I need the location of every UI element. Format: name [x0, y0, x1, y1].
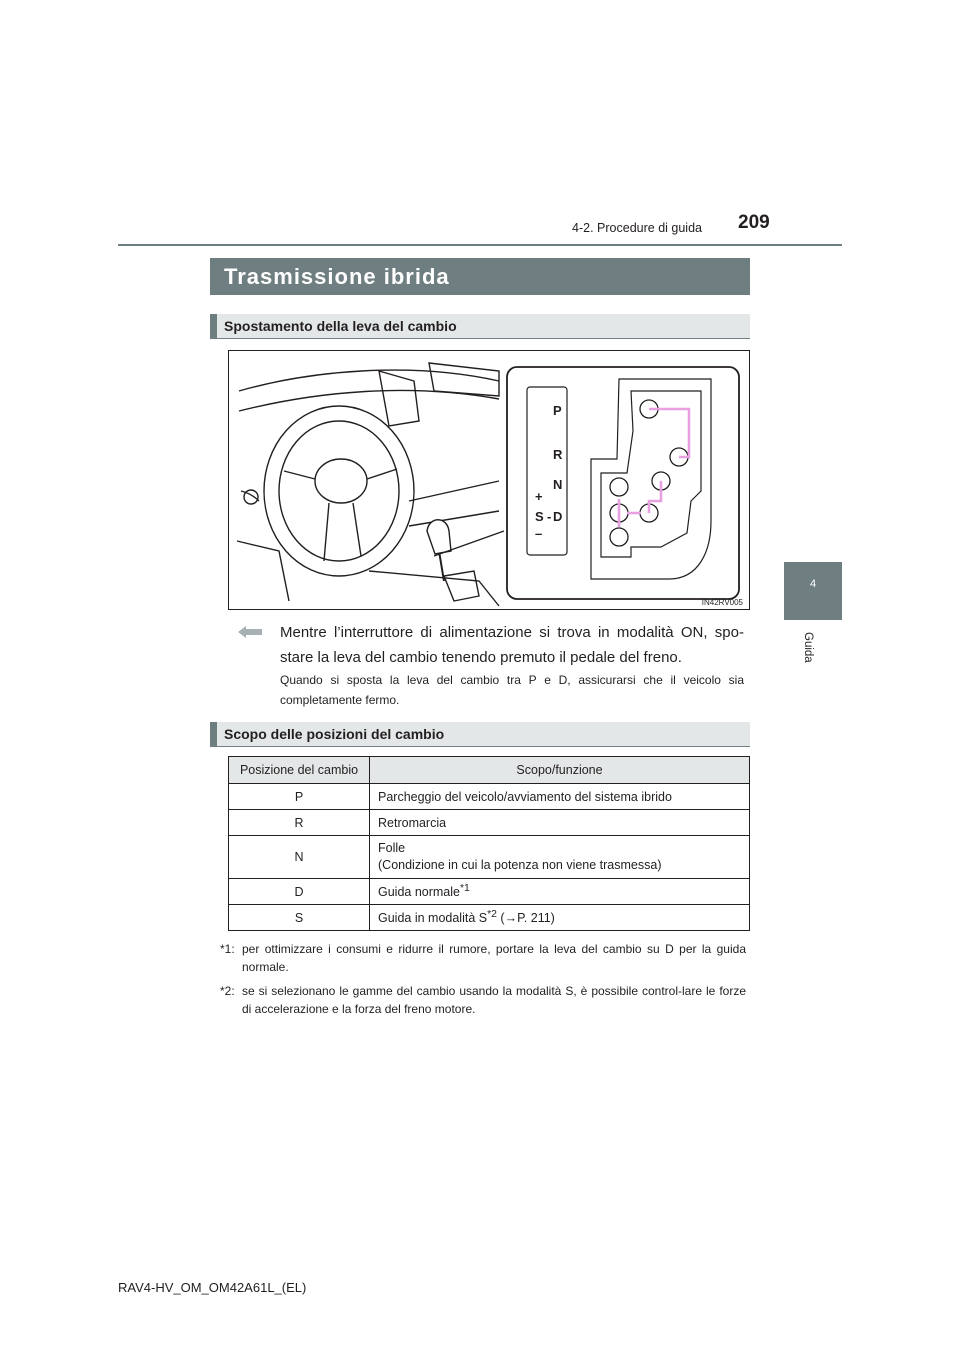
function-text: Parcheggio del veicolo/avviamento del sistema ibrido — [378, 789, 672, 804]
function-cell — [370, 784, 750, 810]
footnote-ref[interactable]: *2 — [487, 909, 497, 921]
function-text-line2: (Condizione in cui la potenza non viene trasmessa) — [378, 858, 662, 872]
gate-label-plus: + — [535, 489, 543, 504]
footnote-text: per ottimizzare i consumi e ridurre il rumore, portare la leva del cambio su D per la guida normale. — [242, 942, 746, 974]
shift-positions-table — [228, 756, 750, 931]
function-cell — [370, 879, 750, 905]
subheading-shift-lever — [210, 314, 750, 339]
position-cell: S — [229, 905, 370, 931]
position-cell: R — [229, 810, 370, 836]
function-cell — [370, 836, 750, 879]
table-row — [229, 905, 750, 931]
document-code: RAV4-HV_OM_OM42A61L_(EL) — [118, 1280, 307, 1295]
section-header: 4-2. Procedure di guida — [572, 221, 702, 235]
gate-inset — [229, 351, 750, 610]
function-text: Guida in modalità S — [378, 911, 488, 926]
gate-label-p: P — [553, 403, 562, 418]
footnote-mark: *2: — [220, 984, 235, 998]
subheading-text: Spostamento della leva del cambio — [224, 318, 457, 334]
shift-lever-illustration — [228, 350, 750, 610]
position-cell: N — [229, 836, 370, 879]
gate-label-n: N — [553, 477, 563, 492]
gate-label-minus: – — [535, 526, 543, 541]
header-rule — [118, 244, 842, 246]
table-row — [229, 836, 750, 879]
page-title: Trasmissione ibrida — [210, 258, 750, 295]
table-header-row — [229, 757, 750, 784]
function-cell — [370, 810, 750, 836]
function-cell — [370, 905, 750, 931]
chapter-tab[interactable]: 4 — [784, 562, 842, 620]
function-text: Guida normale — [378, 885, 460, 900]
function-text: Folle — [378, 841, 406, 855]
gate-label-s: S — [535, 509, 544, 524]
illustration-code: IN42RV005 — [701, 598, 743, 607]
table-row — [229, 784, 750, 810]
subheading-bar — [210, 314, 217, 338]
position-cell: P — [229, 784, 370, 810]
gate-label-r: R — [553, 447, 563, 462]
subheading-bar — [210, 722, 217, 746]
table-header-function: Scopo/funzione — [370, 757, 750, 784]
function-text: Retromarcia — [378, 815, 447, 830]
subheading-shift-positions — [210, 722, 750, 747]
subheading-text: Scopo delle posizioni del cambio — [224, 726, 445, 742]
shift-note: Quando si sposta la leva del cambio tra P e D, assicurarsi che il veicolo sia completamente fermo. — [280, 673, 744, 707]
gate-label-d: D — [553, 509, 563, 524]
footnote-ref[interactable]: *1 — [460, 883, 470, 895]
position-cell: D — [229, 879, 370, 905]
bullet-arrow-icon — [238, 625, 262, 639]
table-header-position: Posizione del cambio — [229, 757, 370, 784]
footnote-mark: *1: — [220, 942, 235, 956]
chapter-label — [778, 632, 848, 666]
chapter-label-text: Guida — [802, 632, 814, 663]
page-reference-link[interactable]: (→P. 211) — [496, 911, 555, 926]
gate-label-dash: - — [547, 509, 552, 524]
page-number: 209 — [738, 212, 770, 233]
table-row — [229, 810, 750, 836]
footnote-text: se si selezionano le gamme del cambio usando la modalità S, è possibile control-lare le forze di accelerazione e la forza del freno motore. — [242, 984, 746, 1016]
table-row — [229, 879, 750, 905]
shift-instruction: Mentre l’interruttore di alimentazione si trova in modalità ON, spo-stare la leva del cambio tenendo premuto il pedale del freno. — [280, 624, 744, 666]
